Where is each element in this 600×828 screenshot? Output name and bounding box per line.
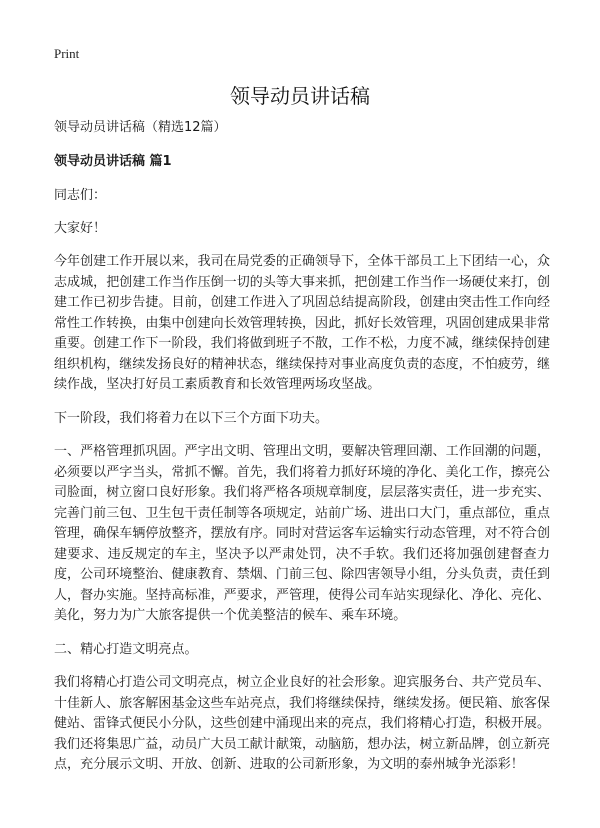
section-heading: 领导动员讲话稿 篇1 bbox=[54, 154, 172, 169]
paragraph-highlights: 我们将精心打造公司文明亮点，树立企业良好的社会形象。迎宾服务台、共产党员车、十佳新人、旅客解困基金这些车站亮点，我们将继续保持，继续发扬。便民箱、旅客保健站、雷锋式便民小分队，这些创建中涌现出来的亮点，我们将精心打造，积极开展。我们还将集思广益，动员广大员工献计献策，动脑筋，想办法，树立新品牌，创立新亮点，充分展示文明、开放、创新、进取的公司新形象，为文明的泰州城争光添彩！ bbox=[54, 675, 550, 772]
document-subtitle: 领导动员讲话稿（精选12篇） bbox=[54, 120, 227, 135]
paragraph-strict-management: 一、严格管理抓巩固。严字出文明、管理出文明，要解决管理回潮、工作回潮的问题，必须要以严字当头，常抓不懈。首先，我们将着力抓好环境的净化、美化工作，擦亮公司脸面，树立窗口良好形象。我们将严格各项规章制度，层层落实责任，进一步充实、完善门前三包、卫生包干责任制等各项规定，站前广场、进出口大门，重点部位，重点管理，确保车辆停放整齐，摆放有序。同时对营运客车运输实行动态管理，对不符合创建要求、违反规定的车主，坚决予以严肃处罚，决不手软。我们还将加强创建督查力度，公司环境整治、健康教育、禁烟、门前三包、除四害领导小组，分头负责，责任到人，督办实施。坚持高标准，严要求，严管理，使得公司车站实现绿化、净化、亮化、美化，努力为广大旅客提供一个优美整洁的候车、乘车环境。 bbox=[54, 444, 550, 623]
greeting-comrades: 同志们： bbox=[54, 188, 107, 203]
paragraph-intro: 今年创建工作开展以来，我司在局党委的正确领导下，全体干部员工上下团结一心，众志成城，把创建工作当作压倒一切的头等大事来抓，把创建工作当作一场硬仗来打，创建工作已初步告捷。目前，创建工作进入了巩固总结提高阶段，创建由突击性工作向经常性工作转换，由集中创建向长效管理转换，因此，抓好长效管理，巩固创建成果非常重要。创建工作下一阶段，我们将做到班子不散，工作不松，力度不减，继续保持创建组织机构，继续发扬良好的精神状态，继续保持对事业高度负责的态度，不怕疲劳，继续作战，坚决打好员工素质教育和长效管理两场攻坚战。 bbox=[54, 254, 550, 392]
document-body bbox=[54, 118, 550, 789]
document-title: 领导动员讲话稿 bbox=[230, 84, 370, 108]
paragraph-highlights-heading: 二、精心打造文明亮点。 bbox=[54, 641, 198, 657]
greeting-everyone: 大家好！ bbox=[54, 221, 107, 236]
paragraph-next-stage: 下一阶段，我们将着力在以下三个方面下功夫。 bbox=[54, 410, 329, 426]
print-link[interactable]: Print bbox=[54, 46, 80, 61]
